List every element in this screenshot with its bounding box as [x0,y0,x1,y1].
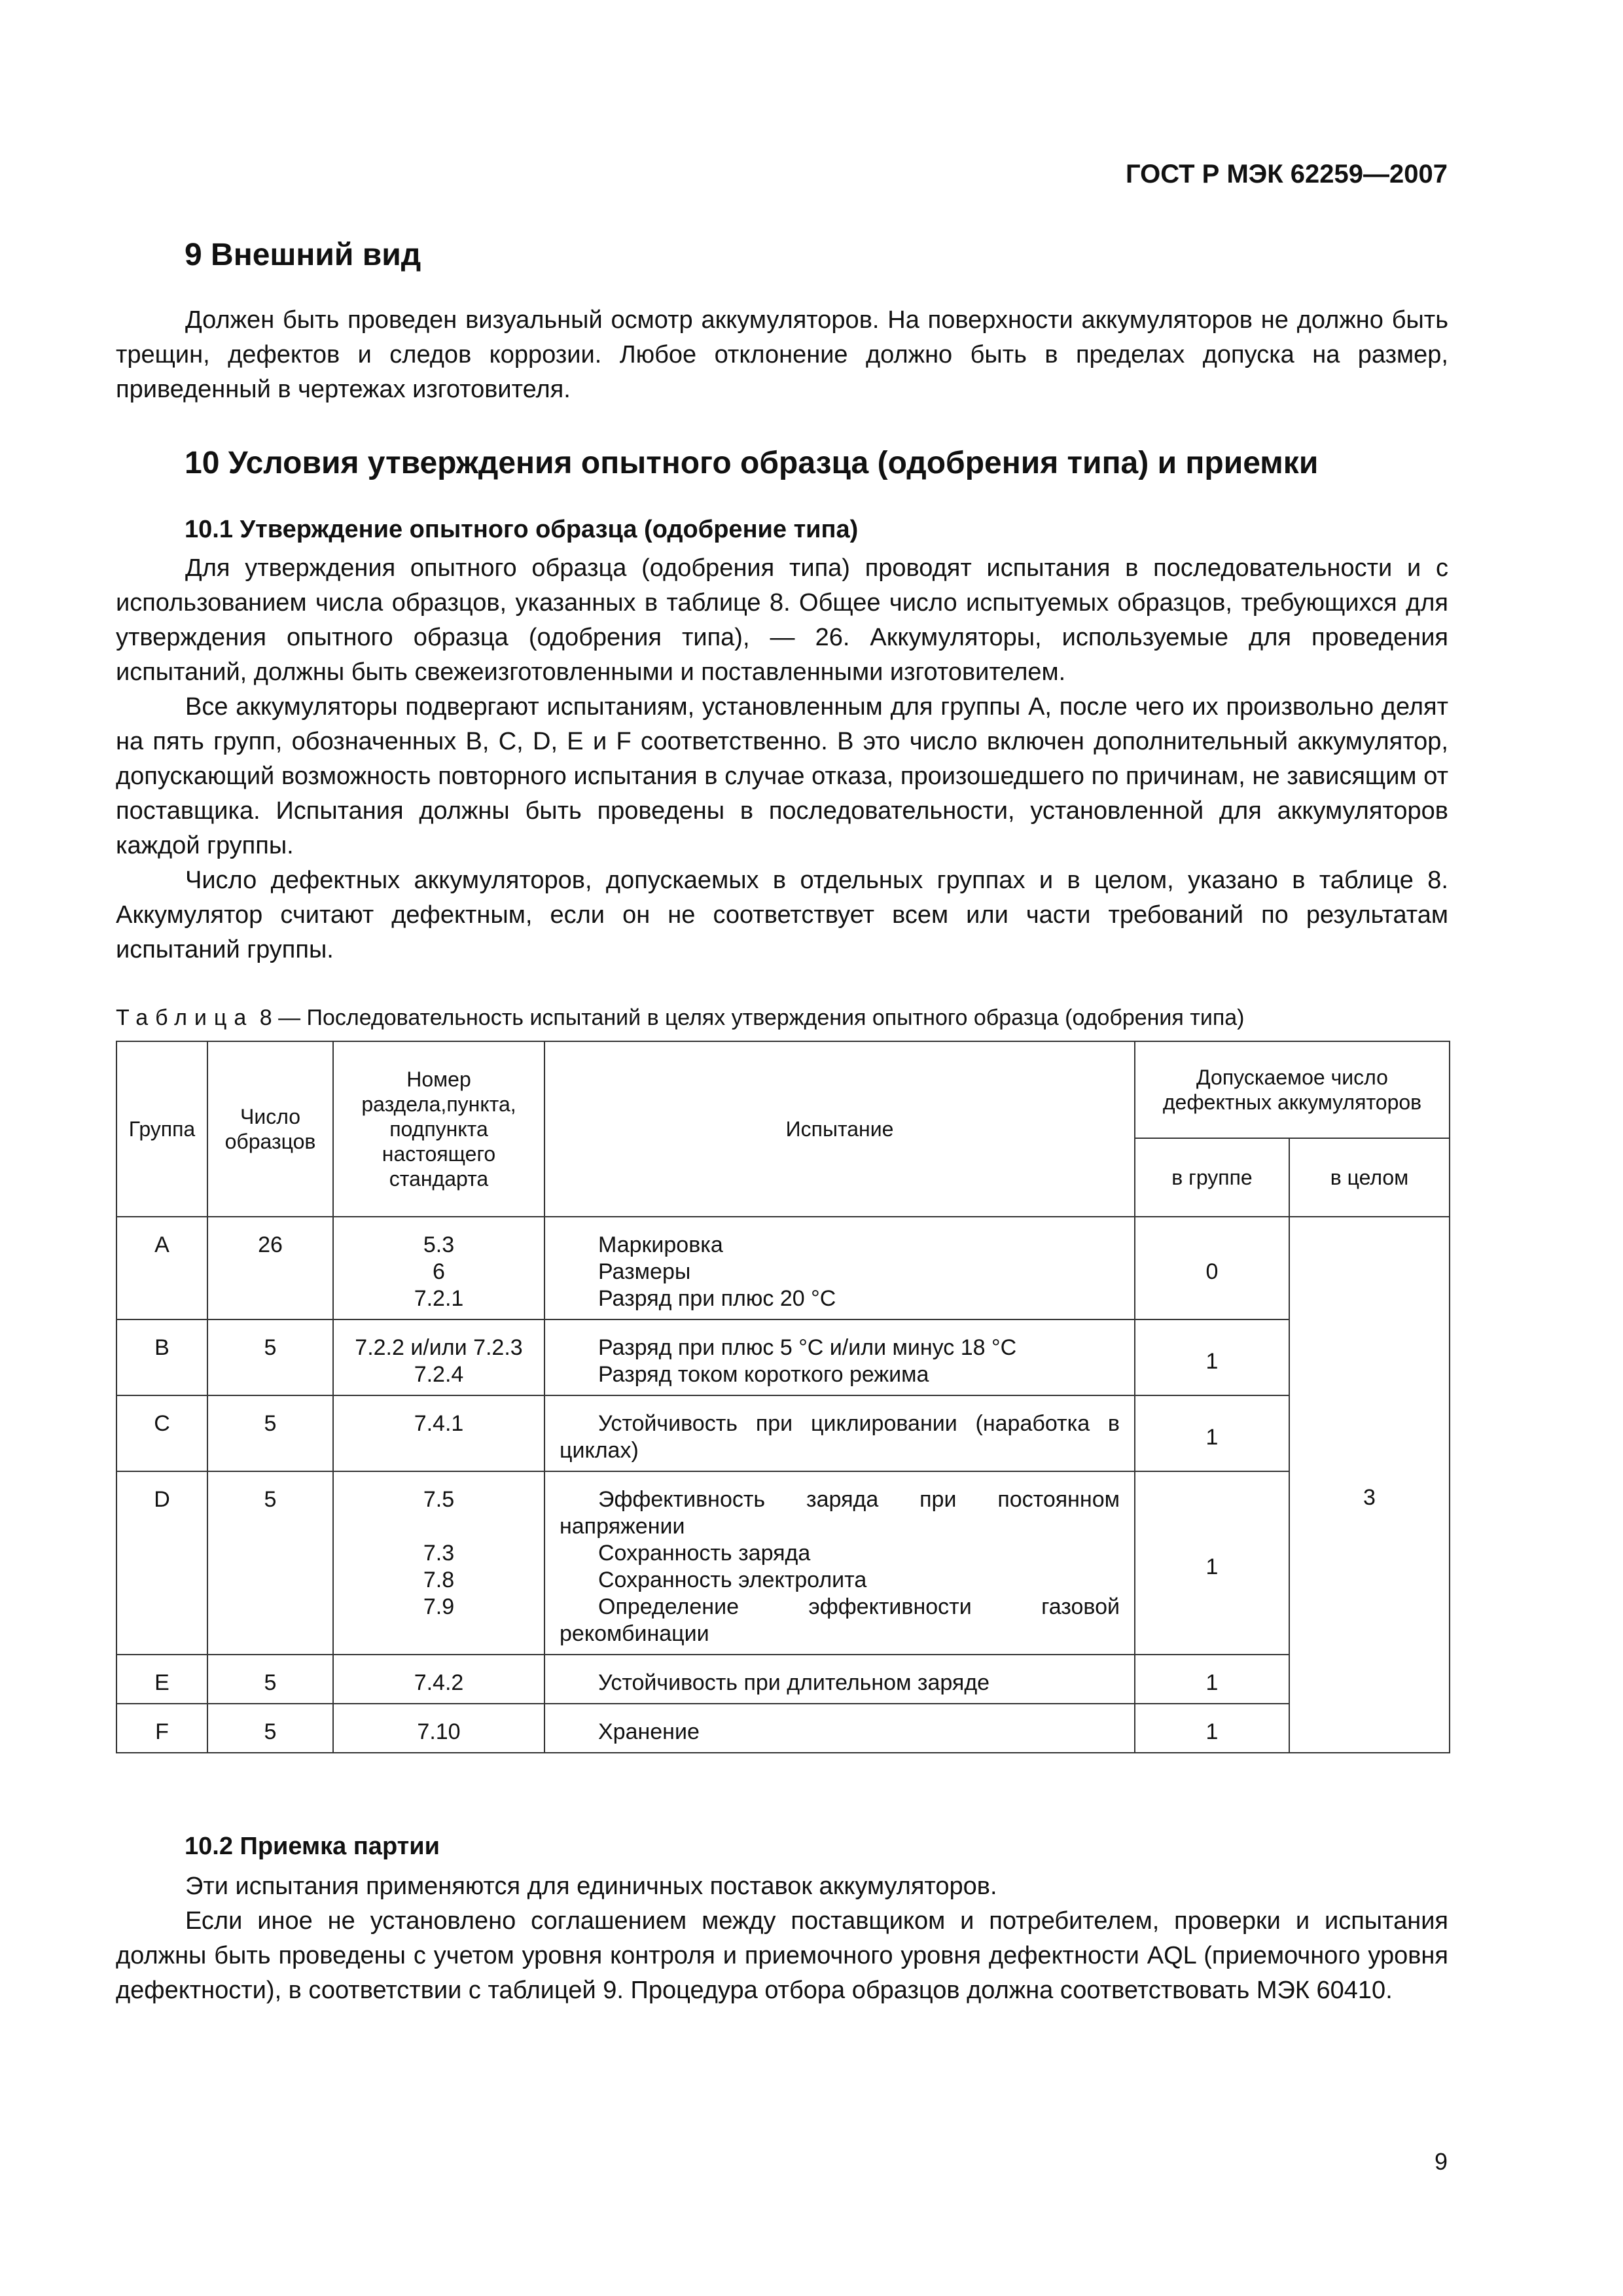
clause-item: 7.2.1 [414,1286,464,1311]
clause-item: 7.5 [423,1487,455,1512]
header-defects: Допускаемое число дефектных аккумуляторов [1135,1041,1450,1138]
clause-item: 7.9 [423,1594,455,1619]
clause-item: 7.2.2 и/или 7.2.3 [355,1335,523,1360]
test-item: Маркировка [598,1232,723,1257]
cell-in-group: 1 [1135,1395,1289,1471]
test-item: Определение эффективности газовой рекомбинации [560,1594,1120,1646]
table-8 [116,1041,1450,1753]
cell-tests [544,1655,1135,1704]
subsection-10-2-paragraph-2: Если иное не установлено соглашением между поставщиком и потребителем, проверки и испытания должны быть проведены с учетом уровня контроля и приемочного уровня дефектности AQL (приемочного уровня дефектности), в соответствии с таблицей 9. Процедура отбора образцов должна соответствовать МЭК 60410. [116,1907,1448,2004]
cell-clauses [333,1471,544,1655]
cell-samples: 5 [207,1655,333,1704]
table-row [116,1395,1450,1471]
cell-tests [544,1395,1135,1471]
clause-spacer [334,1513,544,1540]
cell-clauses [333,1319,544,1395]
cell-group: A [116,1217,207,1319]
cell-samples: 5 [207,1395,333,1471]
section-10-title: 10 Условия утверждения опытного образца (одобрения типа) и приемки [185,446,1319,480]
clause-item: 7.4.1 [414,1411,464,1436]
table-row [116,1704,1450,1753]
subsection-10-1-paragraph-2: Все аккумуляторы подвергают испытаниям, установленным для группы A, после чего их произвольно делят на пять групп, обозначенных B, C, D, E и F соответственно. В это число включен дополнительный аккумулятор, допускающий возможность повторного испытания в случае отказа, произошедшего по причинам, не зависящим от поставщика. Испытания должны быть проведены в последовательности, установленной для аккумуляторов каждой группы. [116,693,1448,859]
document-code: ГОСТ Р МЭК 62259—2007 [1125,160,1448,188]
header-in-group: в группе [1135,1138,1289,1217]
subsection-10-1-paragraph-3: Число дефектных аккумуляторов, допускаемых в отдельных группах и в целом, указано в таблице 8. Аккумулятор считают дефектным, если он не соответствует всем или части требований по результатам испытаний группы. [116,867,1448,963]
test-item: Устойчивость при длительном заряде [598,1670,990,1695]
clause-item: 7.10 [417,1719,461,1744]
cell-group: B [116,1319,207,1395]
cell-clauses [333,1655,544,1704]
header-test: Испытание [544,1041,1135,1217]
cell-in-group: 1 [1135,1319,1289,1395]
cell-group: E [116,1655,207,1704]
test-item: Разряд током короткого режима [598,1362,929,1387]
clause-item: 7.4.2 [414,1670,464,1695]
cell-group: D [116,1471,207,1655]
test-item: Сохранность электролита [598,1568,867,1592]
clause-item: 7.3 [423,1541,455,1566]
cell-clauses [333,1704,544,1753]
subsection-10-1-title: 10.1 Утверждение опытного образца (одобрение типа) [185,516,859,543]
subsection-10-2-title: 10.2 Приемка партии [185,1833,440,1860]
table-caption [116,1005,1244,1031]
table-row [116,1319,1450,1395]
table-caption-label: Таблица [116,1005,254,1030]
cell-in-group: 1 [1135,1704,1289,1753]
table-row [116,1471,1450,1655]
cell-in-group: 1 [1135,1471,1289,1655]
clause-item: 7.2.4 [414,1362,464,1387]
test-item: Эффективность заряда при постоянном напряжении [560,1487,1120,1539]
clause-item: 6 [433,1259,445,1284]
header-clause: Номер раздела,пункта, подпункта настоящего стандарта [333,1041,544,1217]
cell-samples: 26 [207,1217,333,1319]
header-group: Группа [116,1041,207,1217]
clause-item: 7.8 [423,1568,455,1592]
cell-clauses [333,1395,544,1471]
cell-clauses [333,1217,544,1319]
cell-samples: 5 [207,1704,333,1753]
subsection-10-1-paragraph-1: Для утверждения опытного образца (одобрения типа) проводят испытания в последовательности и с использованием числа образцов, указанных в таблице 8. Общее число испытуемых образцов, требующихся для утверждения опытного образца (одобрения типа), — 26. Аккумуляторы, используемые для проведения испытаний, должны быть свежеизготовленными и поставленными изготовителем. [116,554,1448,686]
cell-tests [544,1471,1135,1655]
section-9-paragraph: Должен быть проведен визуальный осмотр аккумуляторов. На поверхности аккумуляторов не должно быть трещин, дефектов и следов коррозии. Любое отклонение должно быть в пределах допуска на размер, приведенный в чертежах изготовителя. [116,306,1448,403]
table-caption-text: 8 — Последовательность испытаний в целях утверждения опытного образца (одобрения типа) [253,1005,1245,1030]
cell-tests [544,1319,1135,1395]
clause-item: 5.3 [423,1232,455,1257]
test-item: Сохранность заряда [598,1541,811,1566]
cell-tests [544,1704,1135,1753]
table-row [116,1217,1450,1319]
test-item: Размеры [598,1259,691,1284]
cell-overall: 3 [1289,1217,1450,1753]
section-9-title: 9 Внешний вид [185,238,421,272]
cell-samples: 5 [207,1471,333,1655]
cell-tests [544,1217,1135,1319]
test-item: Разряд при плюс 5 °C и/или минус 18 °C [598,1335,1017,1360]
cell-samples: 5 [207,1319,333,1395]
cell-group: C [116,1395,207,1471]
test-item: Хранение [598,1719,700,1744]
test-item: Разряд при плюс 20 °C [598,1286,836,1311]
cell-group: F [116,1704,207,1753]
table-row [116,1655,1450,1704]
header-samples: Число образцов [207,1041,333,1217]
test-item: Устойчивость при циклировании (наработка в циклах) [560,1411,1120,1463]
cell-in-group: 0 [1135,1217,1289,1319]
page-number: 9 [1434,2148,1448,2175]
subsection-10-2-paragraph-1: Эти испытания применяются для единичных поставок аккумуляторов. [185,1873,997,1900]
cell-in-group: 1 [1135,1655,1289,1704]
header-overall: в целом [1289,1138,1450,1217]
